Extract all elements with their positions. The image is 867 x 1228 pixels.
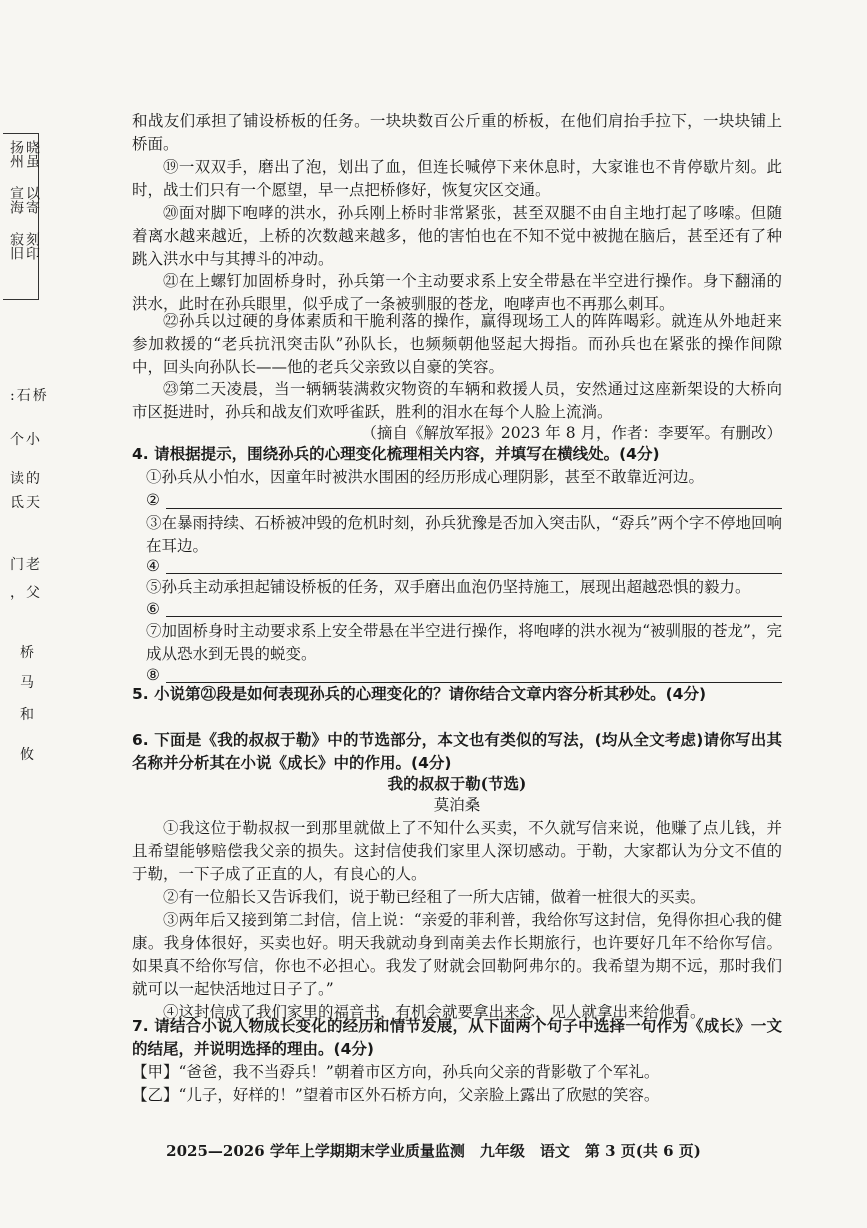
seal-text: 晓虽 (24, 140, 40, 168)
seal-column (6, 140, 22, 168)
story-paragraph: ⑳面对脚下咆哮的洪水，孙兵刚上桥时非常紧张，甚至双腿不由自主地打起了哆嗦。但随着离水越来越近，上桥的次数越来越多，他的害怕也在不知不觉中被抛在脑后，甚至还有了种跳入洪水中与其搏斗的冲动。 (132, 204, 782, 268)
margin-fragment: 马 (20, 675, 36, 691)
story-paragraph: ㉒孙兵以过硬的身体素质和干脆利落的操作，赢得现场工人的阵阵喝彩。就连从外地赶来参加救援的“老兵抗汛突击队”孙队长，也频频朝他竖起大拇指。而孙兵也在紧张的操作间隙中，回头向孙队长——他的老兵父亲致以自豪的笑容。 (132, 312, 782, 376)
seal-text: 以寄 (24, 186, 40, 214)
seal-text: 寂旧 (8, 232, 24, 260)
q4-item-label: ② (146, 491, 160, 509)
page-footer: 2025—2026 学年上学期期末学业质量监测 九年级 语文 第 3 页(共 6 页) (166, 1142, 701, 1160)
story-paragraph: ㉑在上螺钉加固桥身时，孙兵第一个主动要求系上安全带悬在半空进行操作。身下翻涌的洪水，此时在孙兵眼里，似乎成了一条被驯服的苍龙，咆哮声也不再那么刺耳。 (132, 272, 782, 313)
seal-column (6, 186, 22, 214)
question-6-stem: 6. 下面是《我的叔叔于勒》中的节选部分，本文也有类似的写法，(均从全文考虑)请你写出其名称并分析其在小说《成长》中的作用。(4分) (132, 731, 782, 772)
q7-option-jia: 【甲】“爸爸，我不当孬兵！”朝着市区方向，孙兵向父亲的背影敬了个军礼。 (132, 1063, 660, 1081)
excerpt-author: 莫泊桑 (433, 796, 481, 814)
excerpt-paragraph: ③两年后又接到第二封信，信上说：“亲爱的菲利普，我给你写这封信，免得你担心我的健康。我身体很好，买卖也好。明天我就动身到南美去作长期旅行，也许要好几年不给你写信。如果真不给你写信，你也不必担心。我发了财就会回勒阿弗尔的。我希望为期不远，那时我们就可以一起快活地过日子了。” (132, 911, 782, 998)
excerpt-title: 我的叔叔于勒(节选) (387, 774, 527, 793)
margin-fragment: 读的 (10, 471, 42, 487)
q4-item: ③在暴雨持续、石桥被冲毁的危机时刻，孙兵犹豫是否加入突击队，“孬兵”两个字不停地回响在耳边。 (146, 514, 782, 555)
seal-column (22, 140, 38, 168)
margin-fragment: 门老 (10, 557, 42, 573)
question-5 (132, 683, 782, 706)
margin-fragment: 和 (20, 707, 36, 723)
excerpt-paragraph: ②有一位船长又告诉我们，说于勒已经租了一所大店铺，做着一桩很大的买卖。 (163, 888, 706, 906)
question-4 (132, 443, 782, 466)
seal-text: 刻印 (24, 232, 40, 260)
q4-item: ⑦加固桥身时主动要求系上安全带悬在半空进行操作，将咆哮的洪水视为“被驯服的苍龙”，完成从恐水到无畏的蜕变。 (146, 622, 782, 663)
seal-column (22, 232, 38, 260)
margin-fragment: 桥 (20, 645, 36, 661)
q7-option-yi: 【乙】“儿子，好样的！”望着市区外石桥方向，父亲脸上露出了欣慰的笑容。 (132, 1086, 660, 1104)
excerpt-paragraph: ①我这位于勒叔叔一到那里就做上了不知什么买卖，不久就写信来说，他赚了点儿钱，并且希望能够赔偿我父亲的损失。这封信使我们家里人深切感动。于勒，大家都认为分文不值的于勒，一下子成了正直的人，有良心的人。 (132, 819, 782, 883)
seal-column (6, 232, 22, 260)
answer-line-6[interactable] (166, 616, 782, 617)
question-5-stem: 5. 小说第㉑段是如何表现孙兵的心理变化的？请你结合文章内容分析其秒处。(4分) (132, 685, 707, 703)
margin-fragment: 氐天 (10, 495, 42, 511)
seal-text: 扬州 (8, 140, 24, 168)
story-paragraph: 和战友们承担了铺设桥板的任务。一块块数百公斤重的桥板，在他们肩抬手拉下，一块块铺上桥面。 (132, 112, 782, 153)
source-note: （摘自《解放军报》2023 年 8 月，作者：李要军。有删改） (361, 424, 782, 442)
question-7 (132, 1015, 782, 1061)
margin-fragment: ，父 (10, 585, 42, 601)
question-4-stem: 4. 请根据提示，围绕孙兵的心理变化梳理相关内容，并填写在横线处。(4分) (132, 445, 660, 463)
answer-line-2[interactable] (166, 508, 782, 509)
seal-text: 宣海 (8, 186, 24, 214)
q4-item-label: ④ (146, 557, 160, 575)
question-6 (132, 729, 782, 775)
story-paragraph: ⑲一双双手，磨出了泡，划出了血，但连长喊停下来休息时，大家谁也不肯停歇片刻。此时，战士们只有一个愿望，早一点把桥修好，恢复灾区交通。 (132, 158, 782, 199)
margin-fragment: 攸 (20, 747, 36, 763)
excerpt-paragraph: ④这封信成了我们家里的福音书，有机会就要拿出来念，见人就拿出来给他看。 (163, 1003, 706, 1021)
margin-fragment: 个小 (10, 432, 42, 448)
q4-item: ⑤孙兵主动承担起铺设桥板的任务，双手磨出血泡仍坚持施工，展现出超越恐惧的毅力。 (146, 578, 751, 596)
q4-item-label: ⑧ (146, 666, 160, 684)
q4-item: ①孙兵从小怕水，因童年时被洪水围困的经历形成心理阴影，甚至不敢靠近河边。 (146, 468, 705, 486)
story-paragraph: ㉓第二天凌晨，当一辆辆装满救灾物资的车辆和救援人员，安然通过这座新架设的大桥向市区挺进时，孙兵和战友们欢呼雀跃，胜利的泪水在每个人脸上流淌。 (132, 380, 782, 421)
q4-item-label: ⑥ (146, 600, 160, 618)
margin-fragment: :石桥 (10, 388, 49, 404)
question-7-stem: 7. 请结合小说人物成长变化的经历和情节发展，从下面两个句子中选择一句作为《成长》一文的结尾，并说明选择的理由。(4分) (132, 1017, 782, 1058)
seal-column (22, 186, 38, 214)
answer-line-4[interactable] (166, 573, 782, 574)
